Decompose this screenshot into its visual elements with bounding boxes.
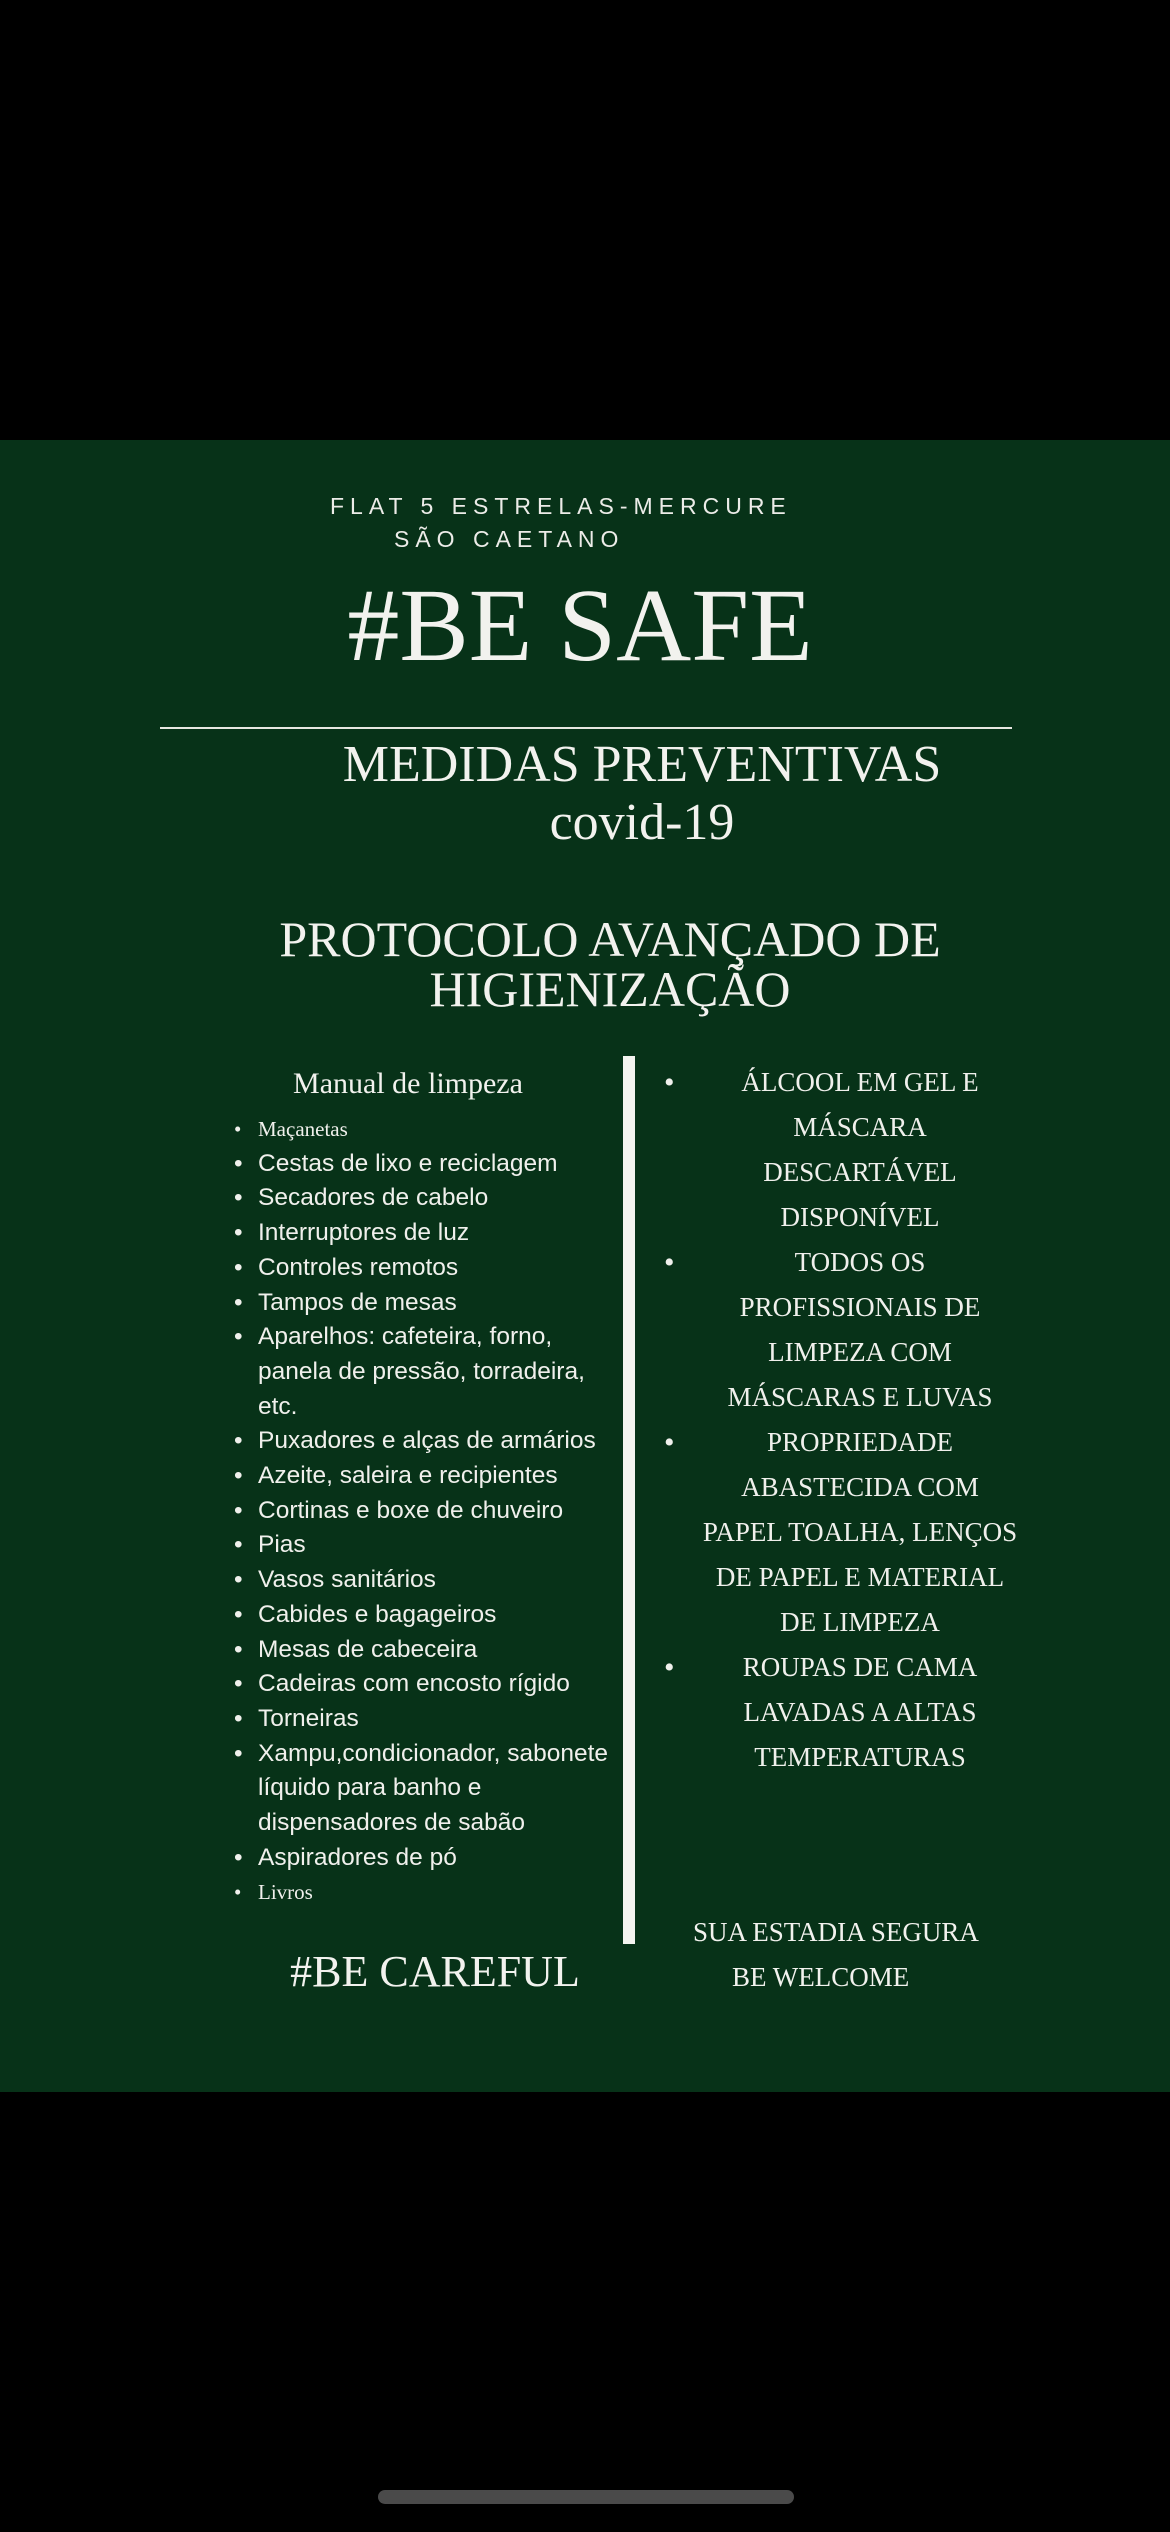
list-item: • TODOS OS PROFISSIONAIS DE LIMPEZA COM MÁSCARAS E LUVAS xyxy=(660,1240,1020,1420)
divider-line xyxy=(160,727,1012,729)
list-item: • Livros xyxy=(230,1875,610,1910)
list-item: • Maçanetas xyxy=(230,1112,610,1147)
protocol-heading xyxy=(260,911,960,1017)
list-item: • Aspiradores de pó xyxy=(230,1841,610,1876)
hotel-name xyxy=(330,490,810,556)
list-item: • Controles remotos xyxy=(230,1251,610,1286)
closing-line-2: BE WELCOME xyxy=(732,1962,910,1992)
cleaning-list xyxy=(230,1112,610,1910)
cleaning-manual xyxy=(230,1060,610,1910)
list-item: • Mesas de cabeceira xyxy=(230,1633,610,1668)
be-safe-heading: #BE SAFE xyxy=(347,568,813,683)
list-item: • Cadeiras com encosto rígido xyxy=(230,1667,610,1702)
list-item: • PROPRIEDADE ABASTECIDA COM PAPEL TOALHA, LENÇOS DE PAPEL E MATERIAL DE LIMPEZA xyxy=(660,1420,1020,1645)
closing-line-1: SUA ESTADIA SEGURA xyxy=(693,1917,979,1947)
list-item: • Cabides e bagageiros xyxy=(230,1598,610,1633)
hotel-name-line-1: FLAT 5 ESTRELAS-MERCURE xyxy=(330,493,792,519)
list-item: • Interruptores de luz xyxy=(230,1216,610,1251)
list-item: • Tampos de mesas xyxy=(230,1286,610,1321)
list-item: • Xampu,condicionador, sabonete líquido para banho e dispensadores de sabão xyxy=(230,1737,610,1841)
list-item: • Cestas de lixo e reciclagem xyxy=(230,1147,610,1182)
list-item: • Aparelhos: cafeteira, forno, panela de pressão, torradeira, etc. xyxy=(230,1320,610,1424)
manual-title: Manual de limpeza xyxy=(293,1067,523,1100)
list-item: • Cortinas e boxe de chuveiro xyxy=(230,1494,610,1529)
list-item: • ÁLCOOL EM GEL E MÁSCARA DESCARTÁVEL DISPONÍVEL xyxy=(660,1060,1020,1240)
closing-message xyxy=(660,1910,1020,2000)
measures-heading-line-1: MEDIDAS PREVENTIVAS xyxy=(342,736,942,793)
list-item: • Pias xyxy=(230,1528,610,1563)
home-indicator[interactable] xyxy=(378,2490,794,2504)
protocol-heading-line-1: PROTOCOLO AVANÇADO DE xyxy=(279,911,941,967)
list-item: • ROUPAS DE CAMA LAVADAS A ALTAS TEMPERATURAS xyxy=(660,1645,1020,1780)
list-item: • Torneiras xyxy=(230,1702,610,1737)
list-item: • Vasos sanitários xyxy=(230,1563,610,1598)
be-careful-heading: #BE CAREFUL xyxy=(290,1947,580,1996)
list-item: • Azeite, saleira e recipientes xyxy=(230,1459,610,1494)
protocol-heading-line-2: HIGIENIZAÇÃO xyxy=(429,961,791,1017)
list-item: • Puxadores e alças de armários xyxy=(230,1424,610,1459)
column-divider xyxy=(623,1056,635,1944)
covid-protocol-poster xyxy=(0,440,1170,2092)
hotel-name-line-2: SÃO CAETANO xyxy=(394,526,625,552)
measures-heading xyxy=(312,736,972,852)
measures-heading-line-2: covid-19 xyxy=(549,794,735,851)
list-item: • Secadores de cabelo xyxy=(230,1181,610,1216)
measures-list xyxy=(660,1060,1020,1780)
